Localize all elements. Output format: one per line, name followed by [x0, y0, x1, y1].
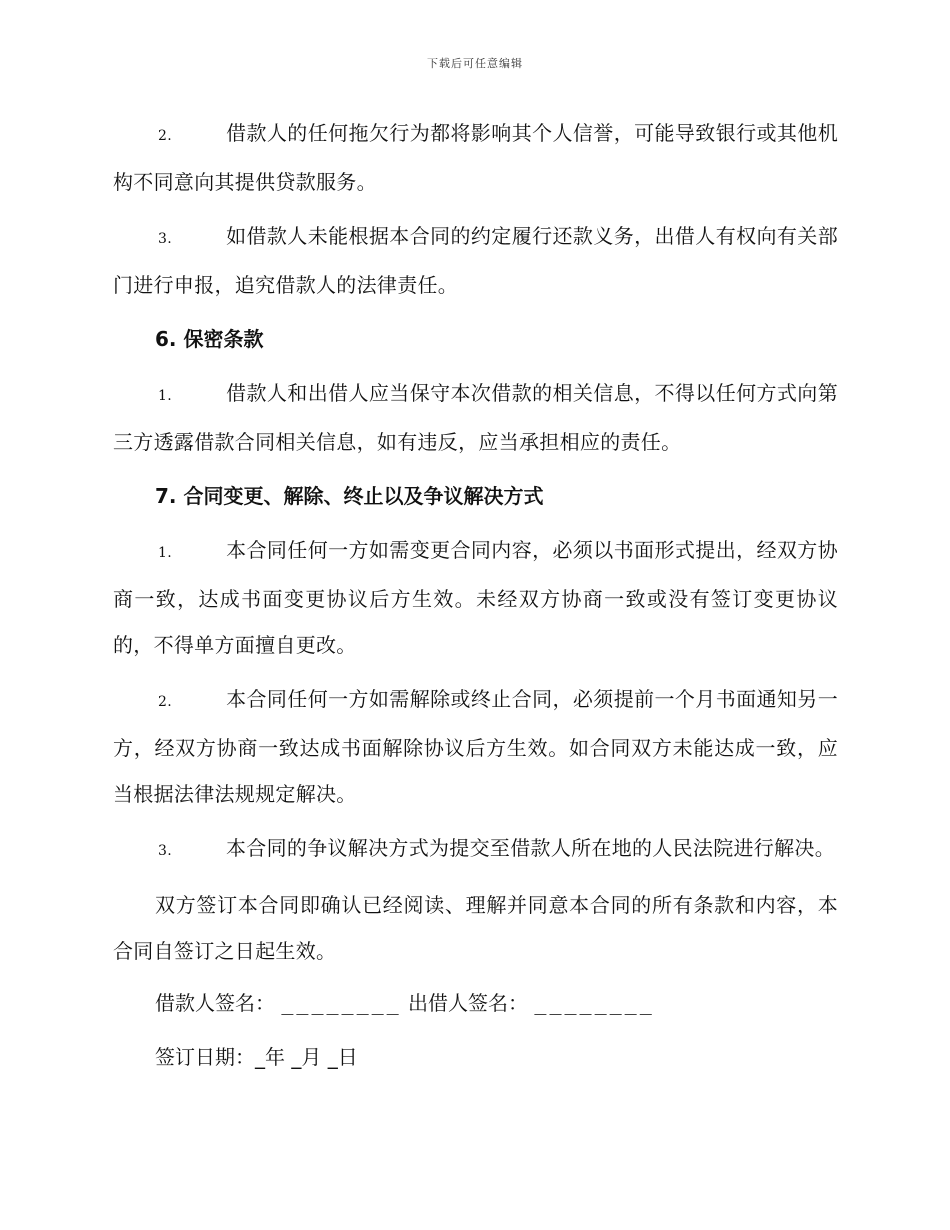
section-title-contract-changes: 7. 合同变更、解除、终止以及争议解决方式 — [155, 484, 544, 508]
item-number: 3. — [158, 843, 172, 859]
document-body — [113, 110, 838, 1088]
list-item — [113, 825, 838, 874]
item-text: 本合同任何一方如需解除或终止合同，必须提前一个月书面通知另一方，经双方协商一致达成书面解除协议后方生效。如合同双方未能达成一致，应当根据法律法规规定解决。 — [113, 687, 838, 806]
section-title-confidentiality: 6. 保密条款 — [155, 327, 264, 351]
item-number: 1. — [158, 545, 172, 561]
lender-signature-blank[interactable]: ________ — [534, 991, 655, 1015]
list-item — [113, 527, 838, 668]
item-number: 3. — [158, 231, 172, 247]
item-text: 借款人和出借人应当保守本次借款的相关信息，不得以任何方式向第三方透露借款合同相关信息，如有违反，应当承担相应的责任。 — [113, 381, 838, 454]
item-text: 本合同的争议解决方式为提交至借款人所在地的人民法院进行解决。 — [226, 836, 835, 860]
borrower-signature-label: 借款人签名： — [155, 991, 275, 1015]
item-number: 2. — [158, 128, 172, 144]
list-item — [113, 676, 838, 817]
list-item — [113, 213, 838, 308]
item-text: 本合同任何一方如需变更合同内容，必须以书面形式提出，经双方协商一致，达成书面变更协议后方生效。未经双方协商一致或没有签订变更协议的，不得单方面擅自更改。 — [113, 538, 838, 657]
signing-date-line: 签订日期：_年 _月 _日 — [155, 1045, 358, 1069]
borrower-signature-blank[interactable]: ________ — [281, 991, 402, 1015]
item-number: 2. — [158, 694, 172, 710]
item-text: 如借款人未能根据本合同的约定履行还款义务，出借人有权向有关部门进行申报，追究借款人的法律责任。 — [113, 224, 838, 297]
header-note: 下载后可任意编辑 — [427, 57, 523, 70]
lender-signature-label: 出借人签名： — [408, 991, 529, 1015]
item-text: 借款人的任何拖欠行为都将影响其个人信誉，可能导致银行或其他机构不同意向其提供贷款服务。 — [113, 121, 838, 194]
list-item — [113, 110, 838, 205]
item-number: 1. — [158, 388, 172, 404]
closing-statement: 双方签订本合同即确认已经阅读、理解并同意本合同的所有条款和内容，本合同自签订之日起生效。 — [113, 893, 838, 963]
list-item — [113, 370, 838, 465]
signature-line — [113, 980, 838, 1026]
